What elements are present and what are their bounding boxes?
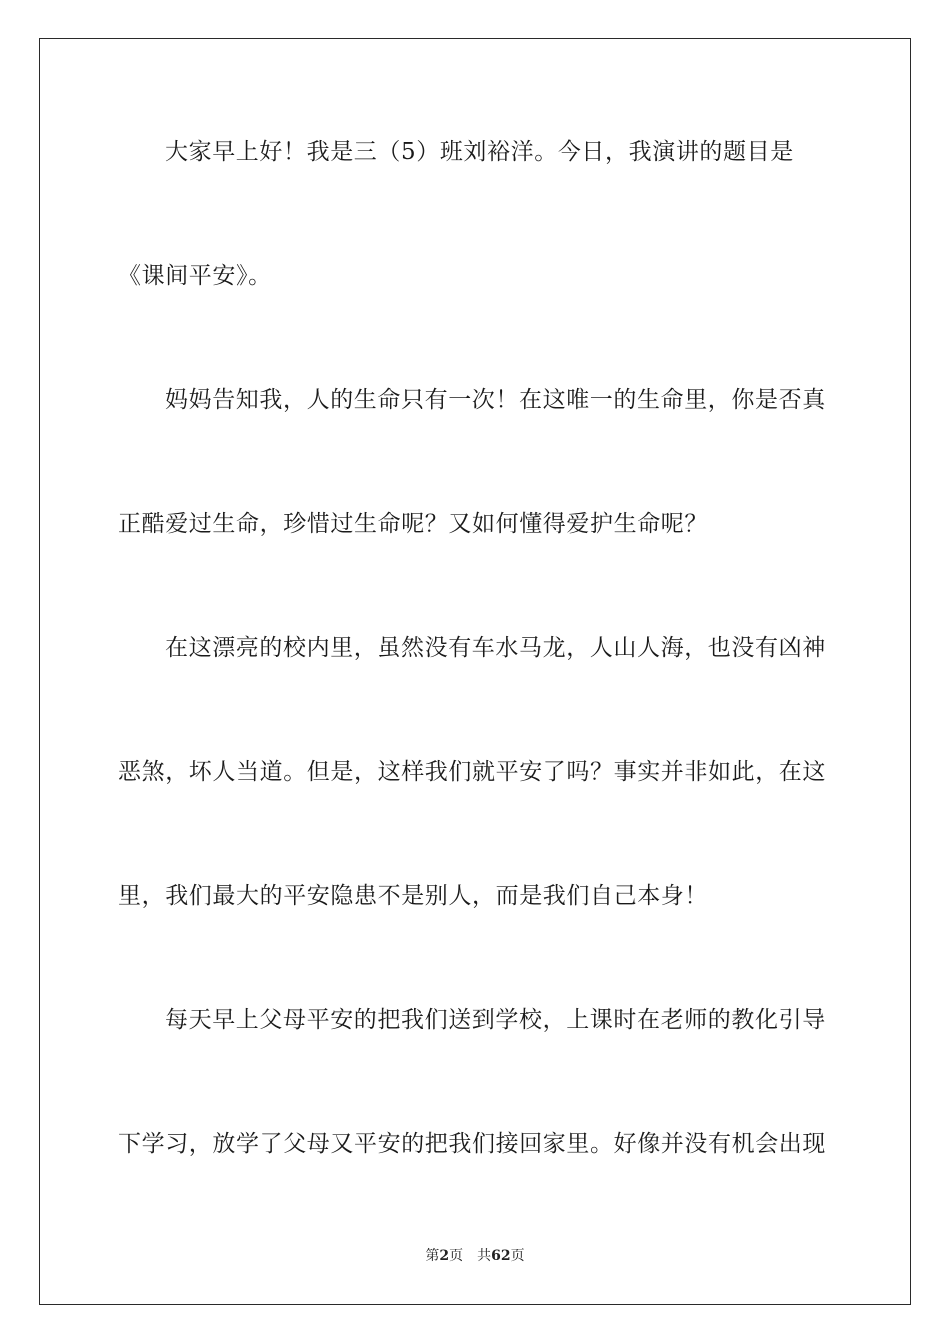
text-line: 大家早上好！我是三（5）班刘裕洋。今日，我演讲的题目是 xyxy=(165,139,794,165)
total-pages: 62 xyxy=(491,1248,511,1264)
page-number: 2 xyxy=(439,1248,450,1264)
page-suffix: 页 xyxy=(449,1248,464,1264)
text-line: 下学习，放学了父母又平安的把我们接回家里。好像并没有机会出现 xyxy=(118,1131,826,1157)
text-line: 在这漂亮的校内里，虽然没有车水马龙，人山人海，也没有凶神 xyxy=(165,635,826,661)
total-prefix: 共 xyxy=(477,1248,492,1264)
text-line: 《课间平安》。 xyxy=(118,263,272,289)
text-line: 每天早上父母平安的把我们送到学校，上课时在老师的教化引导 xyxy=(165,1007,826,1033)
total-suffix: 页 xyxy=(510,1248,525,1264)
text-line: 里，我们最大的平安隐患不是别人，而是我们自己本身！ xyxy=(118,883,708,909)
text-line: 妈妈告知我，人的生命只有一次！在这唯一的生命里，你是否真 xyxy=(165,387,826,413)
page-border xyxy=(39,38,911,1305)
page-footer xyxy=(0,1247,950,1265)
text-line: 正酷爱过生命，珍惜过生命呢？又如何懂得爱护生命呢？ xyxy=(118,511,708,537)
page-prefix: 第 xyxy=(425,1248,440,1264)
text-line: 恶煞，坏人当道。但是，这样我们就平安了吗？事实并非如此，在这 xyxy=(118,759,826,785)
